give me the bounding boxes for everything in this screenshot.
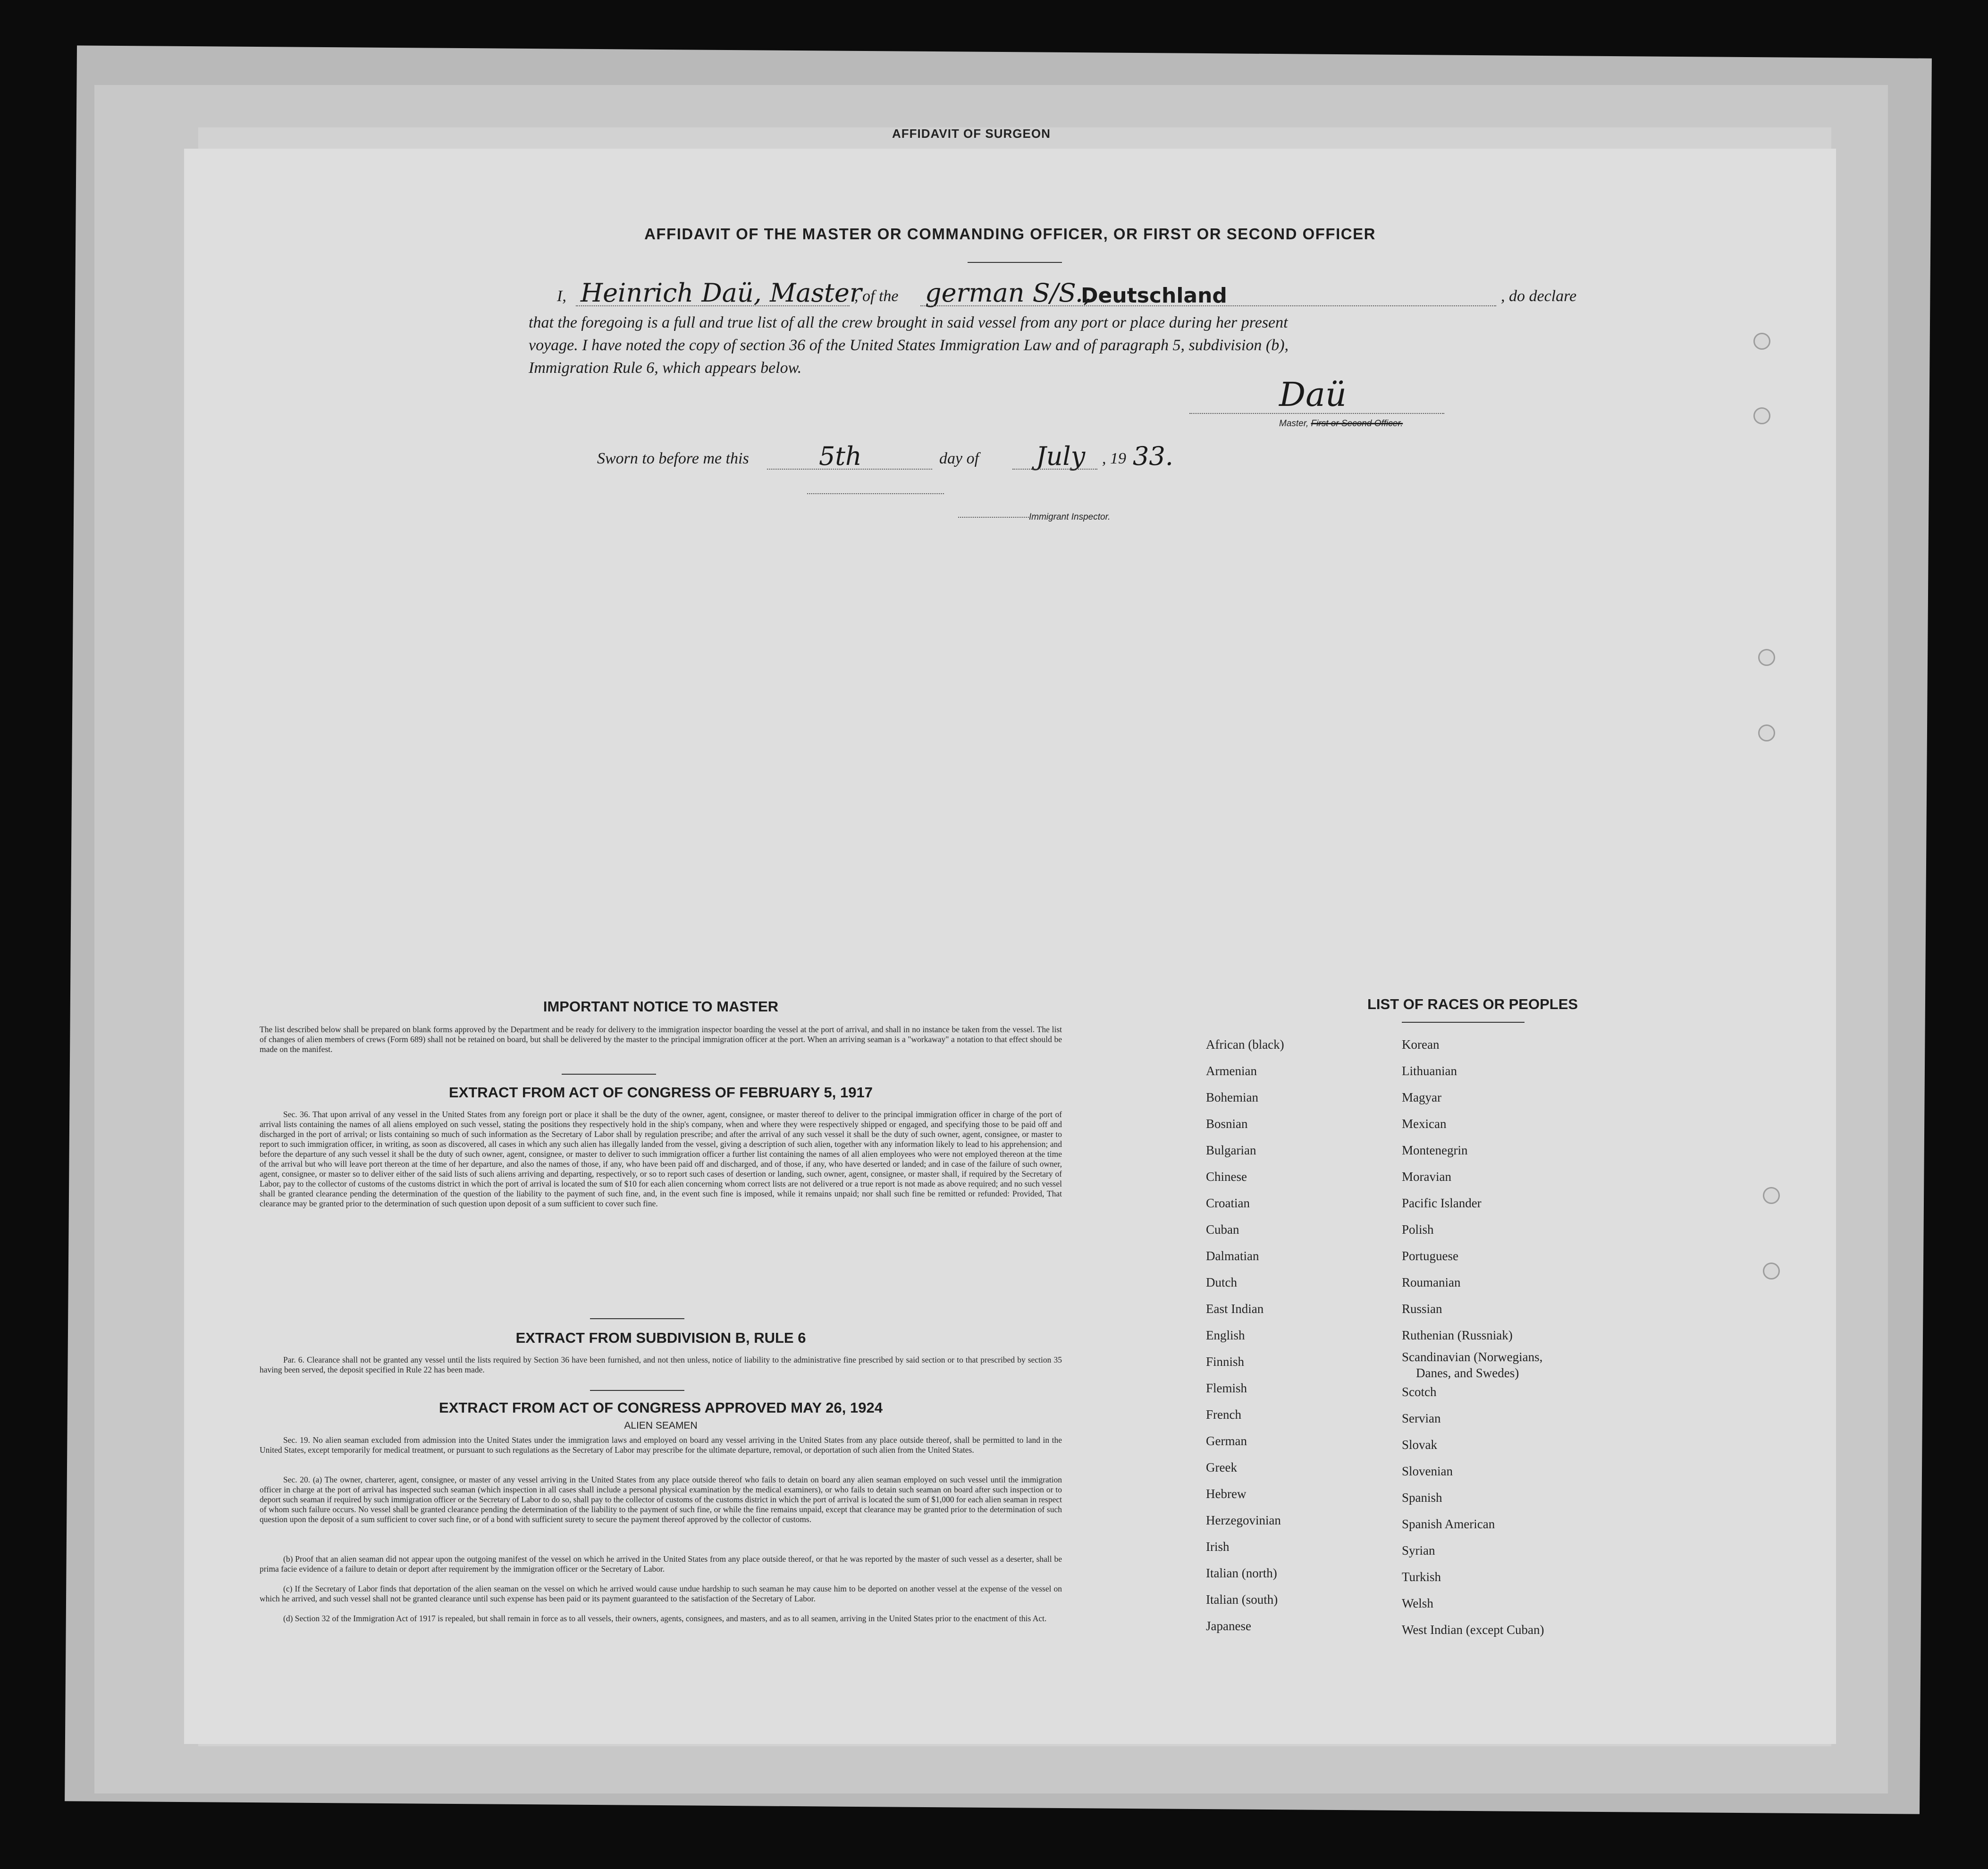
race-item: Montenegrin [1402, 1143, 1468, 1157]
extract-rule6-heading: EXTRACT FROM SUBDIVISION B, RULE 6 [515, 1330, 806, 1346]
race-item: Bohemian [1206, 1090, 1258, 1104]
race-item: Dutch [1206, 1275, 1237, 1289]
extract-1924-sec19: Sec. 19. No alien seaman excluded from admission into the United States under the immigration laws and employed on board any vessel arriving in the United States from any place outside thereof, shall be permitted to land in the United States, except temporarily for medical treatment, or pursuant to such regulations as the Secretary of Labor may prescribe for the ultimate departure, removal, or deportation of such alien from the United States. [260, 1435, 1062, 1455]
race-item: Slovak [1402, 1438, 1438, 1452]
sworn-year-prefix: , 19 [1102, 450, 1126, 467]
punch-hole [1758, 724, 1775, 741]
race-item: Cuban [1206, 1222, 1239, 1237]
race-item: Finnish [1206, 1355, 1245, 1369]
race-item: East Indian [1206, 1302, 1264, 1316]
race-item: Herzegovinian [1206, 1513, 1281, 1527]
race-item: Ruthenian (Russniak) [1402, 1328, 1513, 1342]
inspector-caption: Immigrant Inspector. [1029, 512, 1111, 522]
declaration-line-1 [557, 278, 1633, 309]
sworn-year: 33. [1133, 441, 1173, 471]
declaration-line-2: that the foregoing is a full and true list of all the crew brought in said vessel from any port or place during her present [529, 314, 1288, 331]
sworn-day-word: day of [939, 450, 979, 467]
race-item: Magyar [1402, 1090, 1441, 1104]
punch-hole [1753, 333, 1770, 350]
race-item: Armenian [1206, 1064, 1257, 1078]
title-underline [968, 262, 1062, 263]
notice-text: The list described below shall be prepared on blank forms approved by the Department and be ready for delivery to the immigration inspector boarding the vessel at the port of arrival, and shall in no instance be taken from the vessel. The list of changes of alien members of crews (Form 689) shall not be retained on board, but shall be delivered by the master to the principal immigration officer at the port. When an arriving seaman is a "workaway" a notation to that effect should be made on the manifest. [260, 1025, 1062, 1054]
declarant-name: Heinrich Daü, Master [581, 278, 862, 308]
race-item: Dalmatian [1206, 1249, 1259, 1263]
day-blank [767, 469, 932, 470]
vessel-name: Deutschland [1081, 284, 1227, 308]
sworn-prefix: Sworn to before me this [597, 450, 749, 467]
extract-1924-sec20a: Sec. 20. (a) The owner, charterer, agent, consignee, or master of any vessel arriving in the United States from any place outside thereof who fails to detain on board any alien seaman employed on such vessel until the immigration officer in charge at the port of arrival has inspected such seaman (which inspection in all cases shall include a personal physical examination by the medical examiners), or who fails to detain such seaman on board after such inspection or to deport such seaman if required by such immigration officer or the Secretary of Labor to do so, shall pay to the collector of customs of the customs district in which the port of arrival is located the sum of $1,000 for each alien seaman in respect of whom such failure occurs. No vessel shall be granted clearance pending the determination of the liability to the payment of such fine, or while the fine remains unpaid, except that clearance may be granted prior to the determination of such question upon the deposit of a sum sufficient to cover such fine, or of a bond with sufficient surety to secure the payment thereof approved by the collector of customs. [260, 1475, 1062, 1524]
race-item: West Indian (except Cuban) [1402, 1623, 1544, 1637]
inspector-signature-line-1 [807, 493, 944, 494]
race-item: Bosnian [1206, 1117, 1248, 1131]
inspector-signature-line-2 [958, 517, 1029, 518]
punch-hole [1753, 407, 1770, 424]
races-underline [1402, 1022, 1525, 1023]
race-item: Moravian [1402, 1170, 1451, 1184]
extract-rule6-text: Par. 6. Clearance shall not be granted any vessel until the lists required by Section 36 have been furnished, and not then unless, notice of liability to the administrative fine prescribed by said section or to that prescribed by section 35 having been served, the deposit specified in Rule 22 has been made. [260, 1355, 1062, 1374]
of-the-text: , of the [854, 287, 899, 305]
race-item: Irish [1206, 1540, 1230, 1554]
races-heading: LIST OF RACES OR PEOPLES [1367, 996, 1578, 1012]
race-item: Spanish American [1402, 1517, 1495, 1531]
race-item: Portuguese [1402, 1249, 1458, 1263]
race-item: Italian (north) [1206, 1566, 1277, 1580]
notice-divider [562, 1074, 656, 1075]
punch-hole [1763, 1187, 1780, 1204]
signature-caption [1279, 419, 1403, 429]
affidavit-page [184, 149, 1836, 1744]
race-item: Flemish [1206, 1381, 1247, 1395]
notice-heading: IMPORTANT NOTICE TO MASTER [543, 998, 779, 1015]
vessel-blank [920, 305, 1496, 306]
punch-hole [1763, 1263, 1780, 1280]
race-item: Slovenian [1402, 1464, 1453, 1478]
race-item: Scotch [1402, 1385, 1437, 1399]
extract-1917-heading: EXTRACT FROM ACT OF CONGRESS OF FEBRUARY 5, 1917 [449, 1084, 873, 1101]
vessel-nationality: german S/S., [925, 278, 1092, 308]
race-item: Turkish [1402, 1570, 1441, 1584]
do-declare-text: , do declare [1501, 287, 1577, 305]
race-item: Mexican [1402, 1117, 1447, 1131]
sworn-day: 5th [819, 441, 862, 471]
race-item: Greek [1206, 1460, 1237, 1474]
race-item: Pacific Islander [1402, 1196, 1482, 1210]
extract-1924-sec20b: (b) Proof that an alien seaman did not appear upon the outgoing manifest of the vessel on which he arrived in the United States from any place outside thereof, or that he was reported by the master of such vessel as a deserter, shall be prima facie evidence of a failure to detain or deport after requirement by the immigration officer or the Secretary of Labor. [260, 1554, 1062, 1574]
race-item: Servian [1402, 1411, 1441, 1425]
race-item: Danes, and Swedes) [1416, 1366, 1519, 1380]
race-item: Chinese [1206, 1170, 1247, 1184]
race-item: English [1206, 1328, 1245, 1342]
race-item: Bulgarian [1206, 1143, 1256, 1157]
extract-1924-sec20c: (c) If the Secretary of Labor finds that deportation of the alien seaman on the vessel on which he arrived would cause undue hardship to such seaman he may cause him to be deported on another vessel at the expense of the vessel on which he arrived, and such vessel shall not be granted clearance until such expense has been paid or its payment guaranteed to the satisfaction of the Secretary of Labor. [260, 1584, 1062, 1603]
race-item: Russian [1402, 1302, 1442, 1316]
affidavit-title: AFFIDAVIT OF THE MASTER OR COMMANDING OFFICER, OR FIRST OR SECOND OFFICER [644, 225, 1376, 243]
race-item: French [1206, 1407, 1241, 1422]
race-item: German [1206, 1434, 1247, 1448]
extract-1924-heading: EXTRACT FROM ACT OF CONGRESS APPROVED MAY 26, 1924 [439, 1399, 883, 1416]
race-item: Scandinavian (Norwegians, [1402, 1350, 1543, 1364]
back-sheet-heading: AFFIDAVIT OF SURGEON [892, 126, 1051, 141]
sworn-line [597, 441, 1447, 474]
race-item: Croatian [1206, 1196, 1250, 1210]
race-item: Welsh [1402, 1596, 1433, 1610]
race-item: Roumanian [1402, 1275, 1461, 1289]
signature-caption-master: Master, [1279, 419, 1309, 429]
race-item: Lithuanian [1402, 1064, 1457, 1078]
extract-1917-divider [590, 1318, 684, 1319]
extract-1917-text: Sec. 36. That upon arrival of any vessel in the United States from any foreign port or place it shall be the duty of the owner, agent, consignee, or master thereof to deliver to the principal immigration officer in charge of the port of arrival lists containing the names of all aliens employed on such vessel, stating the positions they respectively hold in the ship's company, when and where they were respectively shipped or engaged, and specifying those to be paid off and discharged in the port of arrival; or lists containing so much of such information as the Secretary of Labor shall by regulation prescribe; and after the arrival of any such vessel it shall be the duty of such owner, agent, consignee, or master to report to such immigration officer, in writing, as soon as discovered, all cases in which any such alien has illegally landed from the vessel, giving a description of such alien, together with any information likely to lead to his apprehension; and before the departure of any such vessel it shall be the duty of such owner, agent, consignee, or master to deliver to such immigration officer a further list containing the names of all alien employees who were not employed thereon at the time of the arrival but who will leave port thereon at the time of her departure, and also the names of those, if any, who have been paid off and discharged, and of those, if any, who have deserted or landed; and in case of the failure of such owner, agent, consignee, or master so to deliver either of the said lists of such aliens arriving and departing, respectively, or so to report such cases of desertion or landing, such owner, agent, consignee, or master shall, if required by the Secretary of Labor, pay to the collector of customs of the customs district in which the port of arrival is located the sum of $10 for each alien concerning whom correct lists are not delivered or a true report is not made as above required; and no such vessel shall be granted clearance pending the determination of the question of the liability to the payment of such fine, and, in the event such fine is imposed, while it remains unpaid; nor shall such fine be remitted or refunded: Provided, That clearance may be granted prior to the determination of such question upon deposit of a sum sufficient to cover such fine. [260, 1110, 1062, 1208]
sworn-month: July [1036, 441, 1086, 471]
punch-hole [1758, 649, 1775, 666]
race-item: Hebrew [1206, 1487, 1247, 1501]
declaration-line-4: Immigration Rule 6, which appears below. [529, 359, 802, 377]
race-item: Italian (south) [1206, 1592, 1278, 1607]
race-item: Japanese [1206, 1619, 1251, 1633]
race-item: Syrian [1402, 1543, 1435, 1558]
extract-1924-sec20d: (d) Section 32 of the Immigration Act of 1917 is repealed, but shall remain in force as to all vessels, their owners, agents, consignees, and masters, and as to all seamen, arriving in the United States prior to the enactment of this Act. [283, 1614, 1047, 1623]
extract-rule6-divider [590, 1390, 684, 1391]
signature-caption-struck: First or Second Officer. [1311, 419, 1403, 429]
master-signature: Daü [1279, 375, 1347, 414]
race-item: Polish [1402, 1222, 1434, 1237]
name-blank [576, 305, 850, 306]
declaration-line-3: voyage. I have noted the copy of section 36 of the United States Immigration Law and of paragraph 5, subdivision (b), [529, 337, 1289, 354]
race-item: African (black) [1206, 1037, 1284, 1052]
race-item: Korean [1402, 1037, 1440, 1052]
month-blank [1012, 469, 1097, 470]
race-item: Spanish [1402, 1490, 1442, 1505]
extract-1924-subheading: ALIEN SEAMEN [624, 1420, 698, 1431]
declarant-prefix: I, [557, 287, 566, 305]
